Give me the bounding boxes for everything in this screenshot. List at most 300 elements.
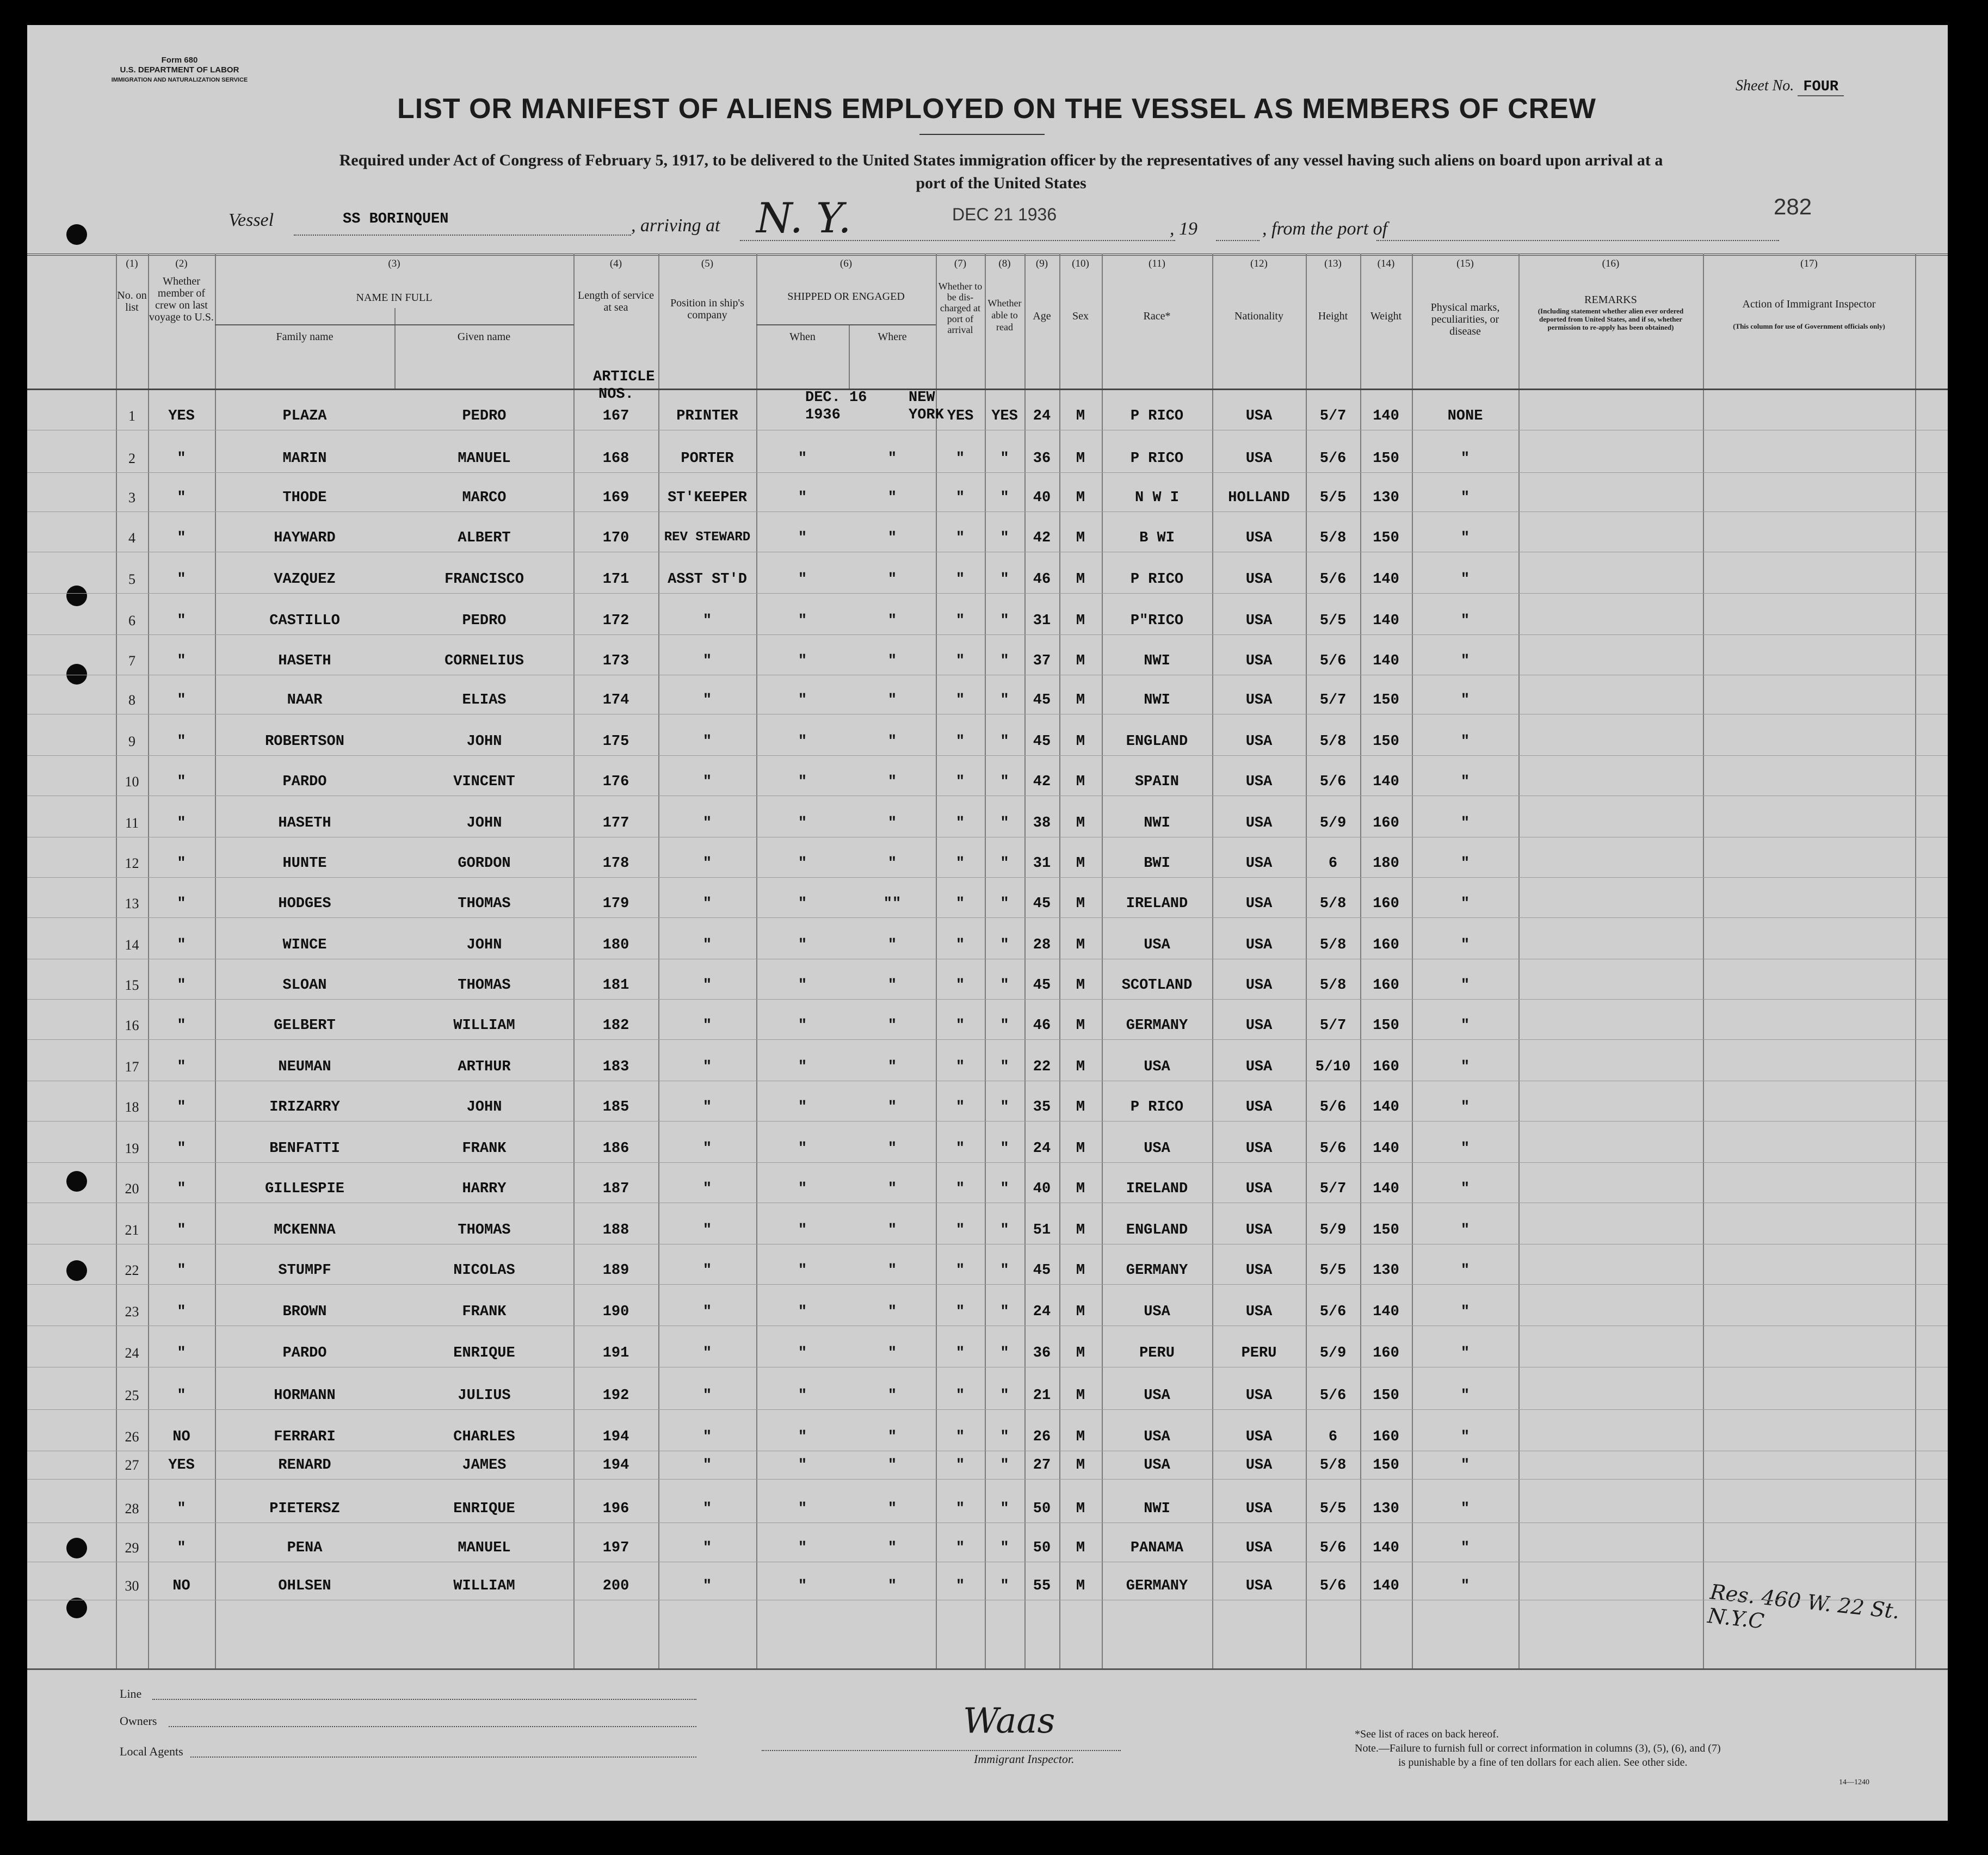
col-num-15: (15)	[1456, 258, 1474, 269]
row-rule	[27, 511, 1948, 512]
cell-member: "	[177, 571, 186, 588]
cell-member: "	[177, 451, 186, 467]
cell-discharged: "	[955, 1578, 965, 1594]
cell-race: USA	[1144, 1059, 1170, 1075]
cell-no: 22	[125, 1262, 139, 1278]
cell-nationality: USA	[1245, 1099, 1273, 1116]
cell-discharged: "	[955, 1501, 965, 1517]
punch-hole	[66, 664, 87, 685]
cell-length: 182	[602, 1018, 629, 1034]
cell-when: "	[798, 1578, 807, 1594]
cell-read: "	[1000, 692, 1009, 708]
cell-nationality: USA	[1245, 734, 1273, 750]
cell-given: CORNELIUS	[444, 653, 524, 669]
cell-given: JOHN	[466, 1099, 502, 1116]
cell-read: "	[1000, 1457, 1009, 1474]
cell-where: "	[887, 1181, 897, 1197]
col-head-read: Whether able to read	[987, 298, 1022, 332]
cell-height: 5/7	[1319, 1018, 1347, 1034]
cell-given: PEDRO	[462, 613, 507, 629]
cell-length: 172	[602, 613, 629, 629]
cell-read: "	[1000, 530, 1009, 546]
cell-race: USA	[1144, 1141, 1170, 1157]
cell-member: "	[177, 1099, 186, 1116]
cell-weight: 140	[1373, 774, 1399, 790]
cell-member: NO	[172, 1578, 190, 1594]
cell-nationality: USA	[1245, 451, 1273, 467]
cell-height: 5/8	[1319, 896, 1347, 912]
cell-weight: 140	[1373, 1540, 1399, 1556]
cell-read: "	[1000, 1429, 1009, 1445]
cell-family: HORMANN	[274, 1388, 336, 1404]
cell-read: "	[1000, 1345, 1009, 1361]
cell-weight: 150	[1373, 451, 1399, 467]
line-label: Line	[120, 1687, 142, 1700]
cell-where: "	[887, 1388, 897, 1404]
shipped-header-rule	[756, 324, 936, 325]
col-num-4: (4)	[609, 258, 622, 269]
cell-height: 5/8	[1319, 530, 1347, 546]
cell-race: NWI	[1144, 1501, 1170, 1517]
cell-sex: M	[1076, 1059, 1085, 1075]
cell-member: "	[177, 613, 186, 629]
col-head-no: No. on list	[117, 289, 147, 313]
cell-weight: 150	[1373, 1222, 1399, 1238]
cell-when: "	[798, 815, 807, 831]
cell-member: "	[177, 1388, 186, 1404]
cell-race: P RICO	[1130, 1099, 1184, 1116]
cell-weight: 130	[1373, 1501, 1399, 1517]
cell-position: "	[702, 692, 712, 708]
row-rule	[27, 755, 1948, 756]
cell-discharged: "	[955, 1457, 965, 1474]
col-head-weight: Weight	[1370, 310, 1402, 322]
cell-marks: "	[1460, 571, 1470, 588]
row-rule	[27, 1479, 1948, 1480]
cell-nationality: USA	[1245, 1141, 1273, 1157]
cell-length: 169	[602, 490, 629, 506]
cell-where: "	[887, 1457, 897, 1474]
cell-nationality: USA	[1245, 896, 1273, 912]
cell-length: 173	[602, 653, 629, 669]
cell-age: 26	[1033, 1429, 1051, 1445]
cell-nationality: USA	[1245, 1059, 1273, 1075]
shipped-when-1: DEC. 16	[805, 390, 867, 406]
cell-where: "	[887, 734, 897, 750]
cell-family: HAYWARD	[274, 530, 336, 546]
cell-age: 31	[1033, 855, 1051, 872]
cell-given: JOHN	[466, 815, 502, 831]
cell-read: "	[1000, 490, 1009, 506]
cell-family: PIETERSZ	[269, 1501, 340, 1517]
col-divider	[1703, 254, 1704, 1668]
cell-no: 10	[125, 774, 139, 790]
cell-when: "	[798, 451, 807, 467]
col-head-family: Family name	[276, 331, 334, 343]
cell-race: BWI	[1144, 855, 1170, 872]
cell-member: "	[177, 490, 186, 506]
cell-length: 168	[602, 451, 629, 467]
cell-family: VAZQUEZ	[274, 571, 336, 588]
cell-length: 188	[602, 1222, 629, 1238]
cell-position: "	[702, 1345, 712, 1361]
cell-position: "	[702, 977, 712, 994]
cell-member: NO	[172, 1429, 190, 1445]
cell-marks: "	[1460, 1262, 1470, 1279]
col-num-14: (14)	[1377, 258, 1395, 269]
cell-weight: 150	[1373, 1457, 1399, 1474]
cell-sex: M	[1076, 1018, 1085, 1034]
cell-when: "	[798, 1540, 807, 1556]
title-rule	[919, 134, 1045, 135]
cell-where: "	[887, 774, 897, 790]
cell-where: "	[887, 1018, 897, 1034]
cell-race: SPAIN	[1134, 774, 1179, 790]
cell-no: 6	[128, 613, 135, 628]
col-num-1: (1)	[126, 258, 138, 269]
cell-weight: 140	[1373, 408, 1399, 424]
cell-race: IRELAND	[1126, 896, 1188, 912]
cell-sex: M	[1076, 977, 1085, 994]
cell-marks: "	[1460, 774, 1470, 790]
cell-when: "	[798, 1059, 807, 1075]
col-num-13: (13)	[1324, 258, 1342, 269]
cell-age: 40	[1033, 490, 1051, 506]
cell-marks: "	[1460, 1181, 1470, 1197]
cell-position: "	[702, 1141, 712, 1157]
cell-height: 5/6	[1319, 1141, 1347, 1157]
cell-discharged: "	[955, 937, 965, 953]
row-rule	[27, 1162, 1948, 1163]
cell-discharged: "	[955, 734, 965, 750]
cell-length: 167	[602, 408, 629, 424]
cell-discharged: "	[955, 1388, 965, 1404]
cell-no: 20	[125, 1181, 139, 1197]
owners-underline	[169, 1726, 696, 1727]
cell-no: 17	[125, 1059, 139, 1075]
cell-given: MARCO	[462, 490, 507, 506]
punch-hole	[66, 1260, 87, 1281]
col-num-8: (8)	[998, 258, 1011, 269]
col-num-9: (9)	[1035, 258, 1048, 269]
cell-position: PRINTER	[676, 408, 738, 424]
col-head-marks: Physical marks, peculiarities, or disease	[1430, 301, 1500, 337]
cell-when: "	[798, 571, 807, 588]
cell-nationality: USA	[1245, 1578, 1273, 1594]
inspector-signature: Waas	[963, 1701, 1055, 1741]
cell-sex: M	[1076, 1141, 1085, 1157]
cell-race: GERMANY	[1126, 1578, 1188, 1594]
cell-age: 21	[1033, 1388, 1051, 1404]
cell-where: "	[887, 653, 897, 669]
cell-nationality: USA	[1245, 937, 1273, 953]
vessel-underline	[294, 235, 631, 236]
cell-member: "	[177, 1345, 186, 1361]
col-divider	[1518, 254, 1520, 1668]
cell-family: ROBERTSON	[265, 734, 344, 750]
cell-family: BROWN	[282, 1304, 327, 1320]
cell-nationality: USA	[1245, 1181, 1273, 1197]
cell-family: HODGES	[278, 896, 331, 912]
cell-position: "	[702, 1388, 712, 1404]
cell-member: "	[177, 815, 186, 831]
col-head-nationality: Nationality	[1234, 310, 1283, 322]
cell-nationality: USA	[1245, 1304, 1273, 1320]
cell-height: 5/8	[1319, 1457, 1347, 1474]
cell-weight: 150	[1373, 1388, 1399, 1404]
cell-given: THOMAS	[458, 896, 511, 912]
cell-read: "	[1000, 1388, 1009, 1404]
cell-marks: "	[1460, 734, 1470, 750]
cell-age: 35	[1033, 1099, 1051, 1116]
cell-where: "	[887, 1304, 897, 1320]
cell-height: 5/7	[1319, 692, 1347, 708]
vessel-label: Vessel	[229, 210, 274, 230]
cell-no: 25	[125, 1388, 139, 1403]
cell-sex: M	[1076, 1345, 1085, 1361]
cell-read: "	[1000, 653, 1009, 669]
cell-discharged: "	[955, 530, 965, 546]
cell-member: "	[177, 692, 186, 708]
cell-marks: "	[1460, 815, 1470, 831]
cell-given: FRANK	[462, 1141, 507, 1157]
cell-when: "	[798, 653, 807, 669]
cell-no: 1	[128, 408, 135, 424]
cell-member: "	[177, 1059, 186, 1075]
cell-nationality: USA	[1245, 855, 1273, 872]
cell-no: 8	[128, 692, 135, 708]
cell-sex: M	[1076, 692, 1085, 708]
cell-no: 9	[128, 734, 135, 749]
cell-member: "	[177, 1181, 186, 1197]
cell-age: 24	[1033, 408, 1051, 424]
cell-family: RENARD	[278, 1457, 331, 1474]
cell-race: PERU	[1139, 1345, 1175, 1361]
cell-family: BENFATTI	[269, 1141, 340, 1157]
cell-family: OHLSEN	[278, 1578, 331, 1594]
cell-position: "	[702, 1018, 712, 1034]
cell-discharged: "	[955, 1540, 965, 1556]
cell-weight: 140	[1373, 1141, 1399, 1157]
cell-length: 197	[602, 1540, 629, 1556]
cell-no: 14	[125, 937, 139, 953]
cell-read: "	[1000, 1304, 1009, 1320]
cell-nationality: USA	[1245, 653, 1273, 669]
cell-length: 180	[602, 937, 629, 953]
cell-weight: 150	[1373, 530, 1399, 546]
row-rule	[27, 1409, 1948, 1410]
row-rule	[27, 999, 1948, 1000]
arriving-port: N. Y.	[756, 194, 851, 242]
cell-length: 186	[602, 1141, 629, 1157]
cell-position: ASST ST'D	[668, 571, 747, 588]
col-head-shipped: SHIPPED OR ENGAGED	[787, 291, 905, 303]
cell-discharged: "	[955, 653, 965, 669]
arriving-label: , arriving at	[631, 215, 720, 236]
cell-height: 5/10	[1315, 1059, 1351, 1075]
cell-given: THOMAS	[458, 1222, 511, 1238]
cell-race: ENGLAND	[1126, 734, 1188, 750]
cell-discharged: "	[955, 1059, 965, 1075]
cell-discharged: "	[955, 896, 965, 912]
cell-discharged: "	[955, 1304, 965, 1320]
cell-member: YES	[168, 408, 195, 424]
cell-length: 174	[602, 692, 629, 708]
cell-height: 6	[1328, 855, 1338, 872]
cell-race: P RICO	[1130, 451, 1184, 467]
cell-position: "	[702, 1304, 712, 1320]
cell-given: ELIAS	[462, 692, 507, 708]
cell-read: "	[1000, 1222, 1009, 1238]
cell-when: "	[798, 692, 807, 708]
cell-marks: "	[1460, 692, 1470, 708]
col-head-length: Length of service at sea	[578, 289, 654, 313]
cell-age: 36	[1033, 1345, 1051, 1361]
sheet-number-field	[1736, 77, 1844, 95]
cell-member: "	[177, 1018, 186, 1034]
note-failure: Note.—Failure to furnish full or correct information in columns (3), (5), (6), and (7)	[1355, 1742, 1721, 1754]
cell-height: 5/9	[1319, 1222, 1347, 1238]
cell-nationality: USA	[1245, 1501, 1273, 1517]
cell-member: "	[177, 1304, 186, 1320]
punch-hole	[66, 1598, 87, 1618]
cell-given: MANUEL	[458, 451, 511, 467]
cell-sex: M	[1076, 896, 1085, 912]
cell-length: 194	[602, 1457, 629, 1474]
cell-when: "	[798, 613, 807, 629]
cell-where: "	[887, 855, 897, 872]
cell-marks: "	[1460, 1141, 1470, 1157]
col-head-given: Given name	[457, 331, 511, 343]
cell-race: USA	[1144, 1429, 1170, 1445]
cell-nationality: USA	[1245, 530, 1273, 546]
cell-race: NWI	[1144, 653, 1170, 669]
col-num-10: (10)	[1072, 258, 1089, 269]
cell-no: 26	[125, 1429, 139, 1445]
cell-read: "	[1000, 1181, 1009, 1197]
cell-weight: 140	[1373, 571, 1399, 588]
cell-weight: 160	[1373, 1059, 1399, 1075]
cell-height: 5/6	[1319, 653, 1347, 669]
cell-length: 185	[602, 1099, 629, 1116]
cell-height: 5/8	[1319, 734, 1347, 750]
cell-where: "	[887, 1222, 897, 1238]
cell-sex: M	[1076, 408, 1085, 424]
cell-length: 187	[602, 1181, 629, 1197]
cell-no: 24	[125, 1345, 139, 1361]
cell-no: 18	[125, 1099, 139, 1115]
cell-nationality: USA	[1245, 774, 1273, 790]
cell-height: 5/5	[1319, 1501, 1347, 1517]
cell-no: 19	[125, 1141, 139, 1156]
shipped-where-1: NEW	[909, 390, 935, 406]
cell-height: 5/6	[1319, 571, 1347, 588]
cell-discharged: "	[955, 1262, 965, 1279]
cell-length: 192	[602, 1388, 629, 1404]
shipped-when-2: 1936	[805, 407, 841, 423]
cell-when: "	[798, 896, 807, 912]
cell-member: "	[177, 896, 186, 912]
cell-family: THODE	[282, 490, 327, 506]
cell-where: "	[887, 1262, 897, 1279]
cell-height: 5/6	[1319, 1099, 1347, 1116]
agents-label: Local Agents	[120, 1745, 183, 1758]
row-rule	[27, 593, 1948, 594]
cell-when: "	[798, 530, 807, 546]
cell-marks: "	[1460, 1388, 1470, 1404]
inspector-label: Immigrant Inspector.	[974, 1752, 1075, 1766]
cell-length: 181	[602, 977, 629, 994]
col-head-action-note: (This column for use of Government officials only)	[1733, 322, 1885, 330]
cell-nationality: USA	[1245, 1429, 1273, 1445]
cell-member: "	[177, 774, 186, 790]
cell-race: GERMANY	[1126, 1018, 1188, 1034]
cell-member: YES	[168, 1457, 195, 1474]
cell-weight: 160	[1373, 1345, 1399, 1361]
cell-age: 24	[1033, 1304, 1051, 1320]
cell-where: "	[887, 490, 897, 506]
cell-age: 45	[1033, 734, 1051, 750]
cell-sex: M	[1076, 1304, 1085, 1320]
cell-position: "	[702, 1501, 712, 1517]
cell-given: JOHN	[466, 734, 502, 750]
cell-sex: M	[1076, 815, 1085, 831]
cell-family: PLAZA	[282, 408, 327, 424]
cell-position: "	[702, 896, 712, 912]
cell-position: "	[702, 855, 712, 872]
cell-read: "	[1000, 1018, 1009, 1034]
cell-discharged: "	[955, 977, 965, 994]
cell-age: 55	[1033, 1578, 1051, 1594]
cell-length: 190	[602, 1304, 629, 1320]
article-label-1: ARTICLE	[593, 369, 655, 385]
cell-sex: M	[1076, 613, 1085, 629]
line-underline	[152, 1699, 696, 1700]
cell-when: "	[798, 1429, 807, 1445]
col-head-sex: Sex	[1072, 310, 1089, 322]
cell-discharged: "	[955, 613, 965, 629]
arriving-underline	[740, 240, 1175, 241]
page-stamp: 282	[1774, 194, 1812, 219]
cell-sex: M	[1076, 1222, 1085, 1238]
cell-family: MARIN	[282, 451, 327, 467]
cell-position: "	[702, 815, 712, 831]
cell-height: 5/6	[1319, 1304, 1347, 1320]
cell-given: THOMAS	[458, 977, 511, 994]
cell-marks: "	[1460, 1304, 1470, 1320]
note-races: *See list of races on back hereof.	[1355, 1728, 1499, 1740]
cell-when: "	[798, 1304, 807, 1320]
cell-height: 5/9	[1319, 1345, 1347, 1361]
cell-age: 40	[1033, 1181, 1051, 1197]
cell-family: MCKENNA	[274, 1222, 336, 1238]
cell-read: "	[1000, 855, 1009, 872]
cell-no: 28	[125, 1501, 139, 1517]
cell-when: "	[798, 1457, 807, 1474]
manifest-sheet	[27, 25, 1948, 1821]
cell-length: 183	[602, 1059, 629, 1075]
row-rule	[27, 472, 1948, 473]
cell-age: 50	[1033, 1501, 1051, 1517]
cell-weight: 160	[1373, 815, 1399, 831]
punch-hole	[66, 1538, 87, 1558]
row-rule	[27, 634, 1948, 635]
cell-position: "	[702, 1457, 712, 1474]
cell-length: 200	[602, 1578, 629, 1594]
cell-position: "	[702, 1222, 712, 1238]
agents-underline	[190, 1757, 696, 1758]
cell-position: REV STEWARD	[664, 530, 751, 545]
